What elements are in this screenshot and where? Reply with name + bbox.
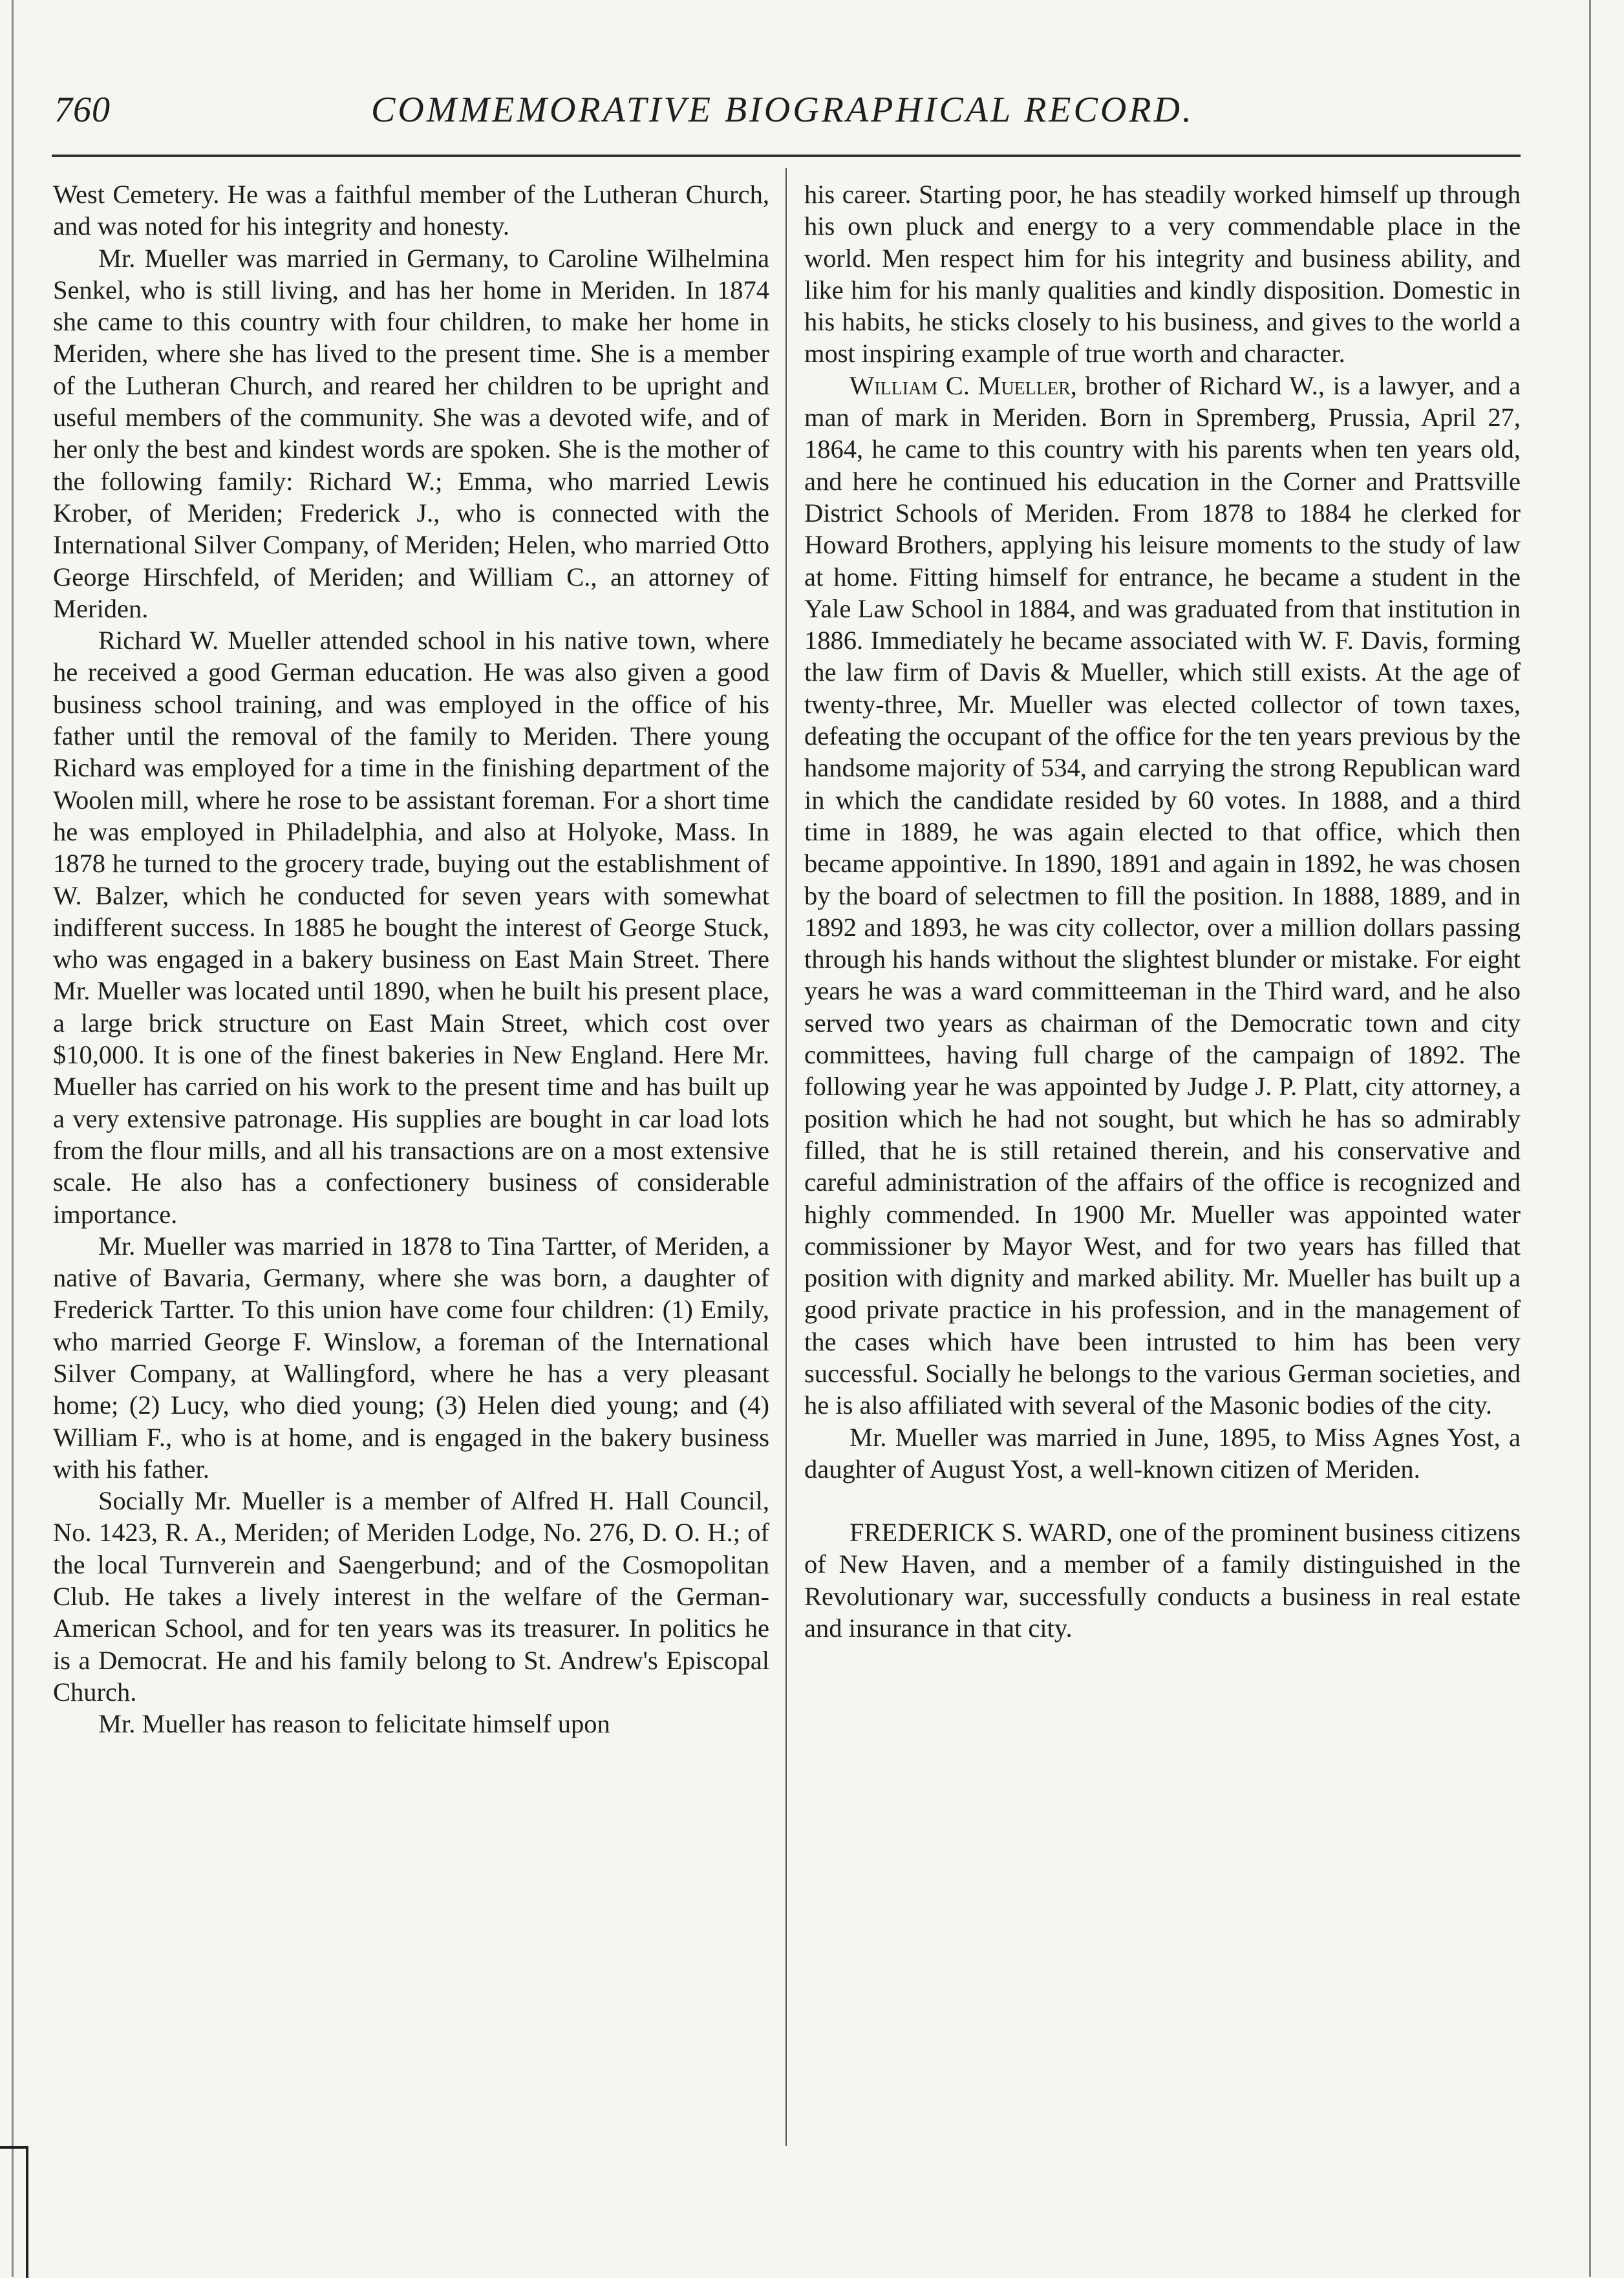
page-edge-left	[12, 0, 14, 2277]
header-rule	[52, 154, 1521, 157]
right-column	[804, 178, 1521, 1644]
paragraph: Mr. Mueller was married in Germany, to Caroline Wilhelmina Senkel, who is still living, and has her home in Meriden. In 1874 she came to this country with four children, to make her home in Meriden, where she has lived to the present time. She is a member of the Lutheran Church, and reared her children to be upright and useful members of the community. She was a devoted wife, and of her only the best and kindest words are spoken. She is the mother of the following family: Richard W.; Emma, who married Lewis Krober, of Meriden; Frederick J., who is connected with the International Silver Company, of Meriden; Helen, who married Otto George Hirschfeld, of Meriden; and William C., an attorney of Meriden.	[53, 243, 769, 623]
page-header	[54, 89, 1522, 141]
paragraph	[804, 370, 1521, 1421]
paragraph: his career. Starting poor, he has steadily worked himself up through his own pluck and energy to a very commendable place in the world. Men respect him for his integrity and business ability, and like him for his manly qualities and kindly disposition. Domestic in his habits, he sticks closely to his business, and gives to the world a most inspiring example of true worth and character.	[804, 180, 1521, 368]
page-number: 760	[54, 90, 111, 130]
biography-subject-name: William C. Mueller,	[849, 370, 1077, 400]
paragraph: Mr. Mueller has reason to felicitate himself upon	[98, 1709, 610, 1739]
binding-mark	[0, 2146, 28, 2278]
paragraph: West Cemetery. He was a faithful member of the Lutheran Church, and was noted for his integrity and honesty.	[53, 180, 769, 241]
paragraph: Socially Mr. Mueller is a member of Alfred H. Hall Council, No. 1423, R. A., Meriden; of Meriden Lodge, No. 276, D. O. H.; of the local Turnverein and Saengerbund; and of the Cosmopolitan Club. He takes a lively interest in the welfare of the German-American School, and for ten years was its treasurer. In politics he is a Democrat. He and his family belong to St. Andrew's Episcopal Church.	[53, 1486, 769, 1707]
paragraph: Mr. Mueller was married in June, 1895, to Miss Agnes Yost, a daughter of August Yost, a well-known citizen of Meriden.	[804, 1422, 1521, 1484]
page-edge-right	[1589, 0, 1591, 2277]
paragraph-text: brother of Richard W., is a lawyer, and a man of mark in Meriden. Born in Spremberg, Prussia, April 27, 1864, he came to this country with his parents when ten years old, and here he continued his education in the Corner and Prattsville District Schools of Meriden. From 1878 to 1884 he clerked for Howard Brothers, applying his leisure moments to the study of law at home. Fitting himself for entrance, he became a student in the Yale Law School in 1884, and was graduated from that institution in 1886. Immediately he became associated with W. F. Davis, forming the law firm of Davis & Mueller, which still exists. At the age of twenty-three, Mr. Mueller was elected collector of town taxes, defeating the occupant of the office for the ten years previous by the handsome majority of 534, and carrying the strong Republican ward in which the candidate resided by 60 votes. In 1888, and a third time in 1889, he was again elected to that office, which then became appointive. In 1890, 1891 and again in 1892, he was chosen by the board of selectmen to fill the position. In 1888, 1889, and in 1892 and 1893, he was city collector, over a million dollars passing through his hands without the slightest blunder or mistake. For eight years he was a ward committeeman in the Third ward, and he also served two years as chairman of the Democratic town and city committees, having full charge of the campaign of 1892. The following year he was appointed by Judge J. P. Platt, city attorney, a position which he had not sought, but which he has so admirably filled, that he is still retained therein, and his conservative and careful administration of the affairs of the office is recognized and highly commended. In 1900 Mr. Mueller was appointed water commissioner by Mayor West, and for two years has filled that position with dignity and marked ability. Mr. Mueller has built up a good private practice in his profession, and in the management of the cases which have been intrusted to him has been very successful. Socially he belongs to the various German societies, and he is also affiliated with several of the Masonic bodies of the city.	[804, 370, 1521, 1420]
paragraph: Richard W. Mueller attended school in his native town, where he received a good German education. He was also given a good business school training, and was employed in the office of his father until the removal of the family to Meriden. There young Richard was employed for a time in the finishing department of the Woolen mill, where he rose to be assistant foreman. For a short time he was employed in Philadelphia, and also at Holyoke, Mass. In 1878 he turned to the grocery trade, buying out the establishment of W. Balzer, which he conducted for seven years with somewhat indifferent success. In 1885 he bought the interest of George Stuck, who was engaged in a bakery business on East Main Street. There Mr. Mueller was located until 1890, when he built his present place, a large brick structure on East Main Street, which cost over $10,000. It is one of the finest bakeries in New England. Here Mr. Mueller has carried on his work to the present time and has built up a very extensive patronage. His supplies are bought in car load lots from the flour mills, and all his transactions are on a most extensive scale. He also has a confectionery business of considerable importance.	[53, 626, 769, 1229]
column-divider	[785, 168, 787, 2146]
paragraph: FREDERICK S. WARD, one of the prominent business citizens of New Haven, and a member of a family distinguished in the Revolutionary war, successfully conducts a business in real estate and insurance in that city.	[804, 1518, 1521, 1643]
paragraph: Mr. Mueller was married in 1878 to Tina Tartter, of Meriden, a native of Bavaria, Germany, where she was born, a daughter of Frederick Tartter. To this union have come four children: (1) Emily, who married George F. Winslow, a foreman of the International Silver Company, at Wallingford, where he has a very pleasant home; (2) Lucy, who died young; (3) Helen died young; and (4) William F., who is at home, and is engaged in the bakery business with his father.	[53, 1231, 769, 1484]
left-column	[53, 178, 769, 1740]
running-title: COMMEMORATIVE BIOGRAPHICAL RECORD.	[371, 90, 1194, 130]
